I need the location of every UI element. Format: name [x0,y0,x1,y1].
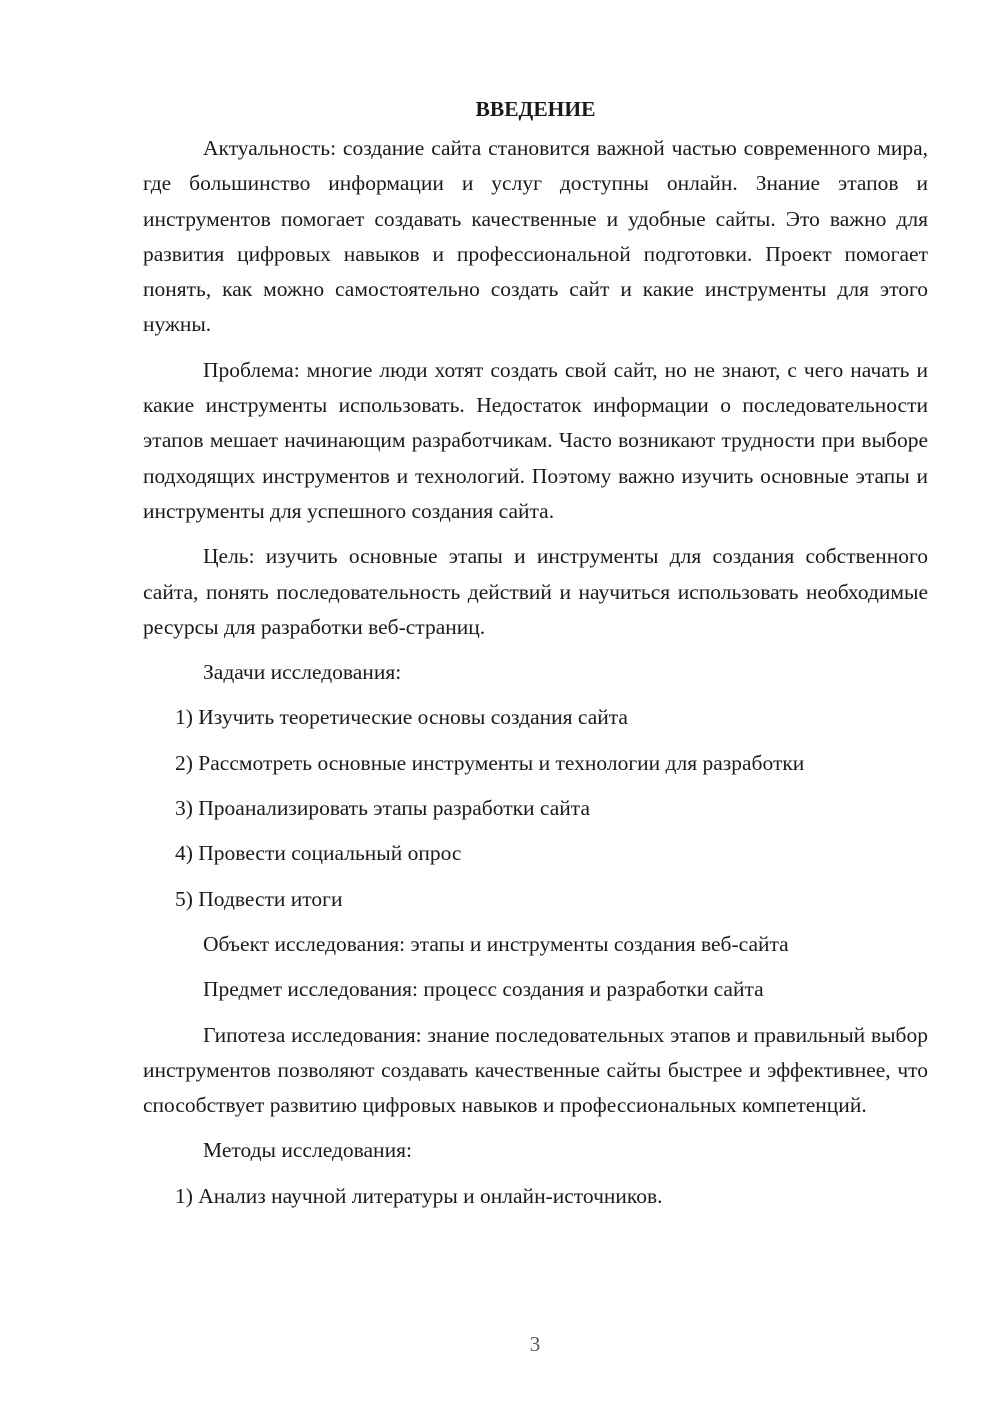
subject-line: Предмет исследования: процесс создания и разработки сайта [203,977,764,1002]
document-page [143,92,928,1214]
problem-paragraph: Проблема: многие люди хотят создать свой сайт, но не знают, с чего начать и какие инструменты использовать. Недостаток информации о последовательности этапов мешает начинающим разработчикам. Часто возникают трудности при выборе подходящих инструментов и технологий. Поэтому важно изучить основные этапы и инструменты для успешного создания сайта. [143,357,928,523]
methods-heading: Методы исследования: [203,1138,412,1163]
page-number: 3 [529,1332,541,1356]
hypothesis-paragraph: Гипотеза исследования: знание последовательных этапов и правильный выбор инструментов позволяют создавать качественные сайты быстрее и эффективнее, что способствует развитию цифровых навыков и профессиональных компетенций. [143,1022,928,1118]
list-item: 3) Проанализировать этапы разработки сайта [175,796,590,821]
tasks-list [143,700,928,916]
list-item: 1) Изучить теоретические основы создания сайта [175,705,628,730]
relevance-paragraph: Актуальность: создание сайта становится важной частью современного мира, где большинство информации и услуг доступны онлайн. Знание этапов и инструментов помогает создавать качественные и удобные сайты. Это важно для развития цифровых навыков и профессиональной подготовки. Проект помогает понять, как можно самостоятельно создать сайт и какие инструменты для этого нужны. [143,136,928,337]
list-item: 5) Подвести итоги [175,886,343,911]
section-title: ВВЕДЕНИЕ [475,97,596,121]
list-item: 4) Провести социальный опрос [175,841,462,866]
object-line: Объект исследования: этапы и инструменты создания веб-сайта [203,931,789,956]
list-item: 2) Рассмотреть основные инструменты и технологии для разработки [175,750,805,775]
goal-paragraph: Цель: изучить основные этапы и инструменты для создания собственного сайта, понять последовательность действий и научиться использовать необходимые ресурсы для разработки веб-страниц. [143,544,928,639]
tasks-heading: Задачи исследования: [203,660,402,685]
list-item: 1) Анализ научной литературы и онлайн-источников. [175,1183,663,1208]
methods-list [143,1179,928,1214]
